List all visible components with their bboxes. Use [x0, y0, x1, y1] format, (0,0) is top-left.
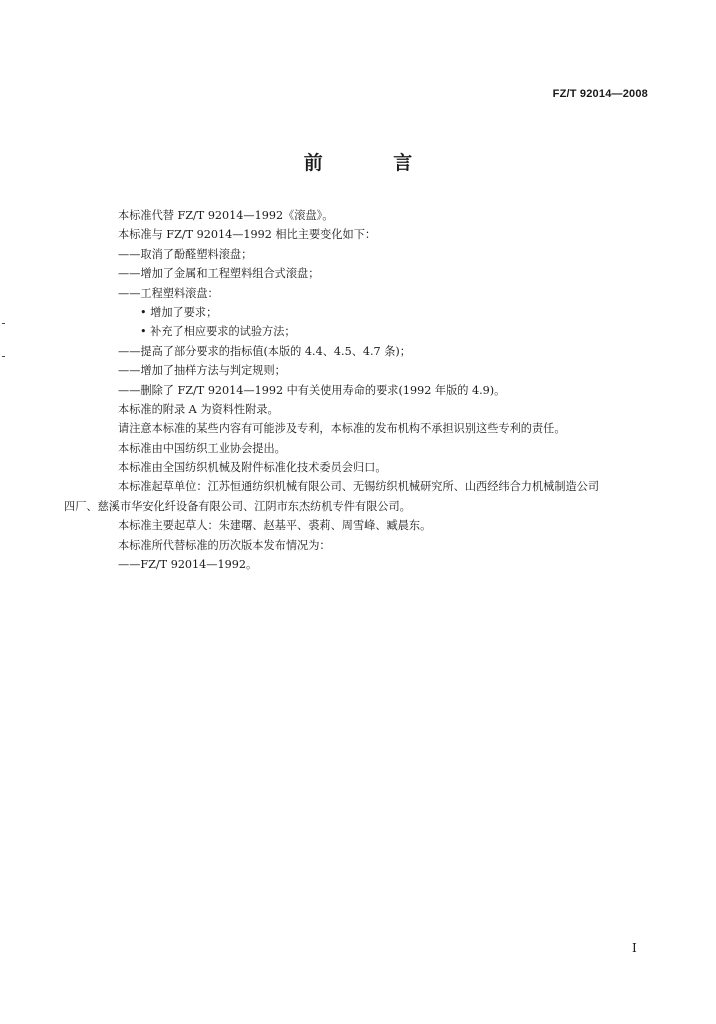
change-subitem: • 补充了相应要求的试验方法；: [140, 325, 296, 339]
change-item: ——增加了金属和工程塑料组合式滚盘；: [118, 267, 320, 281]
foreword-body: [0, 206, 716, 574]
page-number: I: [632, 941, 637, 955]
change-item: ——提高了部分要求的指标值(本版的 4.4、4.5、4.7 条)；: [118, 344, 411, 358]
foreword-line: 本标准由中国纺织工业协会提出。: [118, 441, 286, 455]
foreword-line: 本标准由全国纺织机械及附件标准化技术委员会归口。: [118, 461, 387, 475]
change-item: ——删除了 FZ/T 92014—1992 中有关使用寿命的要求(1992 年版的 4.9)。: [118, 383, 506, 397]
change-item: ——工程塑料滚盘：: [118, 286, 219, 300]
page-title: 前 言: [303, 152, 445, 174]
drafting-units-continuation: 四厂、慈溪市华安化纤设备有限公司、江阴市东杰纺机专件有限公司。: [64, 499, 411, 513]
standard-code: FZ/T 92014—2008: [552, 88, 648, 100]
foreword-line: 本标准的附录 A 为资料性附录。: [118, 402, 279, 416]
margin-mark: [2, 323, 5, 324]
previous-edition-item: ——FZ/T 92014—1992。: [118, 558, 258, 572]
change-subitem: • 增加了要求；: [140, 305, 218, 319]
margin-mark: [2, 356, 5, 357]
foreword-line: 本标准与 FZ/T 92014—1992 相比主要变化如下：: [118, 228, 377, 242]
drafters-line: 本标准主要起草人：朱建曙、赵基平、裘莉、周雪峰、臧晨东。: [118, 519, 432, 533]
foreword-line: 本标准所代替标准的历次版本发布情况为：: [118, 538, 331, 552]
foreword-line: 本标准代替 FZ/T 92014—1992《滚盘》。: [118, 209, 334, 222]
drafting-units-line: 本标准起草单位：江苏恒通纺织机械有限公司、无锡纺织机械研究所、山西经纬合力机械制造公司: [118, 480, 600, 494]
change-item: ——增加了抽样方法与判定规则；: [118, 364, 286, 378]
foreword-line: 请注意本标准的某些内容有可能涉及专利，本标准的发布机构不承担识别这些专利的责任。: [118, 422, 566, 436]
change-item: ——取消了酚醛塑料滚盘；: [118, 247, 253, 261]
